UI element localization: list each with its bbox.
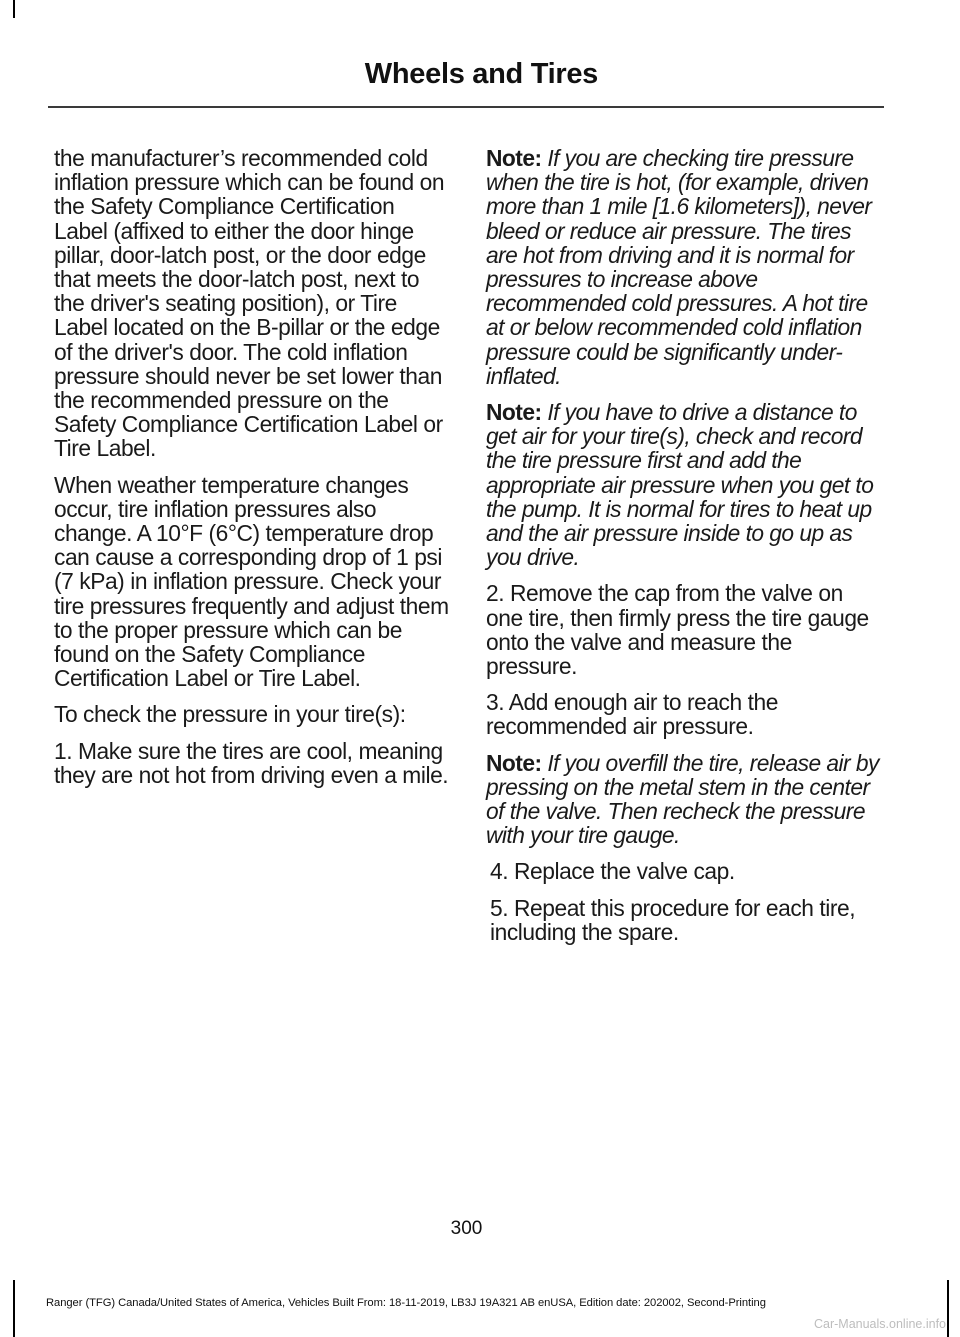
crop-mark-bottom-right: [947, 1280, 949, 1337]
step-1: 1. Make sure the tires are cool, meaning they are not hot from driving even a mile.: [54, 737, 449, 788]
note-overfill: [486, 751, 884, 848]
step-5: 5. Repeat this procedure for each tire, including the spare.: [490, 894, 856, 945]
step-3: 3. Add enough air to reach the recommended air pressure.: [486, 689, 778, 740]
right-column: [486, 146, 884, 956]
note-text: If you overfill the tire, release air by pressing on the metal stem in the center of the valve. Then recheck the pressure with your tire gauge.: [486, 749, 879, 849]
note-hot-tire: [486, 146, 884, 388]
page-title: Wheels and Tires: [364, 58, 598, 90]
header-divider: [48, 106, 884, 108]
crop-mark-top-left: [13, 0, 15, 18]
step-4: 4. Replace the valve cap.: [490, 858, 735, 885]
watermark: Car-Manuals.online.info: [813, 1317, 946, 1331]
note-label: Note:: [486, 145, 542, 171]
note-text: If you have to drive a distance to get air for your tire(s), check and record the tire pressure first and add the appropriate air pressure when you get to the pump. It is normal for tires to heat up and the air pressure inside to go up as you drive.: [486, 399, 874, 571]
crop-mark-bottom-left: [13, 1280, 15, 1337]
note-label: Note:: [486, 749, 542, 776]
page-number: 300: [450, 1218, 483, 1239]
note-drive-for-air: [486, 400, 884, 569]
left-column: [54, 146, 452, 799]
footer-edition-info: Ranger (TFG) Canada/United States of America, Vehicles Built From: 18-11-2019, LB3J 19A321 AB enUSA, Edition date: 202002, Second-Printing: [46, 1297, 766, 1309]
paragraph-check-pressure-intro: To check the pressure in your tire(s):: [54, 701, 406, 728]
paragraph-weather-temperature: When weather temperature changes occur, tire inflation pressures also change. A 10°F (6°C) temperature drop can cause a corresponding drop of 1 psi (7 kPa) in inflation pressure. Check your tire pressures frequently and adjust them to the proper pressure which can be found on the Safety Compliance Certification Label or Tire Label.: [54, 471, 449, 692]
note-label: Note:: [486, 399, 542, 426]
note-text: If you are checking tire pressure when the tire is hot, (for example, driven more than 1 mile [1.6 kilometers]), never bleed or reduce air pressure. The tires are hot from driving and it is normal for pressures to increase above recommended cold pressures. A hot tire at or below recommended cold inflation pressure could be significantly under-inflated.: [486, 145, 872, 389]
step-2: 2. Remove the cap from the valve on one tire, then firmly press the tire gauge onto the valve and measure the pressure.: [486, 580, 869, 680]
paragraph-recommended-pressure: the manufacturer’s recommended cold inflation pressure which can be found on the Safety Compliance Certification Label (affixed to either the door hinge pillar, door-latch post, or the door edge that meets the door-latch post, next to the driver's seating position), or Tire Label located on the B-pillar or the edge of the driver's door. The cold inflation pressure should never be set lower than the recommended pressure on the Safety Compliance Certification Label or Tire Label.: [54, 145, 445, 462]
